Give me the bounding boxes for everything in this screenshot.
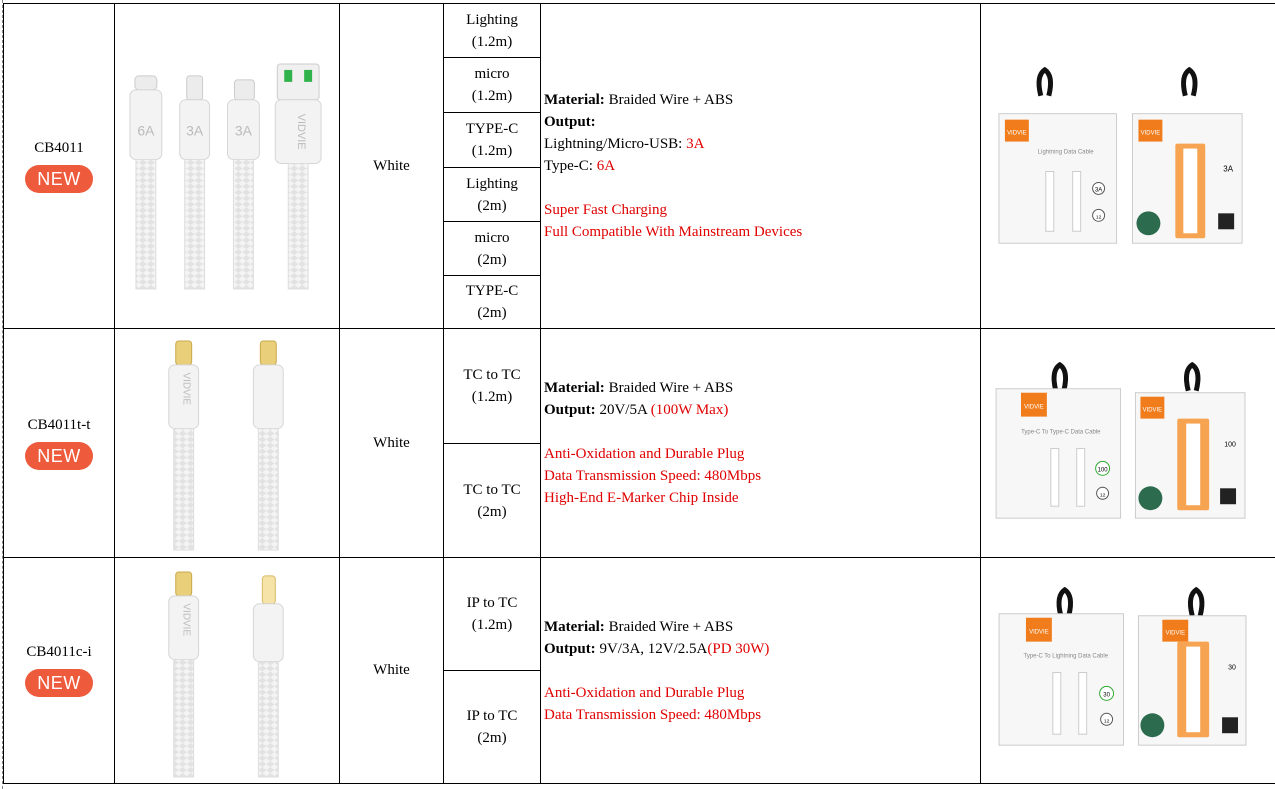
- package-image-cell: [981, 4, 1275, 329]
- model-code: CB4011t-t: [27, 416, 91, 433]
- features-cell: [541, 329, 981, 558]
- length-cell: IP to TC (2m): [444, 671, 541, 784]
- model-code: CB4011: [34, 139, 84, 156]
- package-brand-side: VIDVIE: [1140, 130, 1161, 137]
- table-row: [4, 329, 1275, 444]
- output-line: Output: 20V/5A (100W Max): [544, 402, 729, 418]
- cable-brand: VIDVIE: [180, 603, 192, 637]
- new-badge: NEW: [25, 669, 93, 697]
- package-image-cb4011t-t: [981, 329, 1275, 557]
- cable-image-cell: [115, 4, 340, 329]
- package-side-badge: 30: [1228, 664, 1236, 672]
- model-code: CB4011c-i: [26, 644, 92, 660]
- output-label: Output:: [544, 114, 596, 130]
- package-title: Type-C To Lightning Data Cable: [1023, 653, 1109, 660]
- length-cell: Lighting (1.2m): [444, 4, 541, 58]
- length-cell: IP to TC (1.2m): [444, 558, 541, 671]
- package-side-badge: 100: [1224, 441, 1236, 449]
- new-badge: NEW: [25, 442, 93, 470]
- highlight-line: High-End E-Marker Chip Inside: [544, 490, 739, 506]
- highlight-line: Super Fast Charging: [544, 202, 668, 218]
- cable-image-cb4011c-i: [115, 558, 339, 783]
- box-count: 12: [1095, 214, 1102, 221]
- package-image-cell: [981, 558, 1275, 784]
- cable-image-cb4011: [115, 4, 339, 328]
- length-cell: TYPE-C (2m): [444, 276, 541, 329]
- length-cell: micro (2m): [444, 222, 541, 276]
- box-count: 12: [1103, 719, 1110, 725]
- output-line: Type-C: 6A: [544, 158, 616, 174]
- cable-amp-label: 6A: [137, 122, 155, 139]
- table-row: [4, 558, 1275, 671]
- length-cell: TC to TC (1.2m): [444, 329, 541, 444]
- cable-image-cell: [115, 329, 340, 558]
- package-badge: 30: [1103, 692, 1110, 699]
- output-line: Output: 9V/3A, 12V/2.5A(PD 30W): [544, 640, 770, 657]
- length-cell: Lighting (2m): [444, 168, 541, 222]
- features-cell: [541, 4, 981, 329]
- package-brand-side: VIDVIE: [1165, 630, 1186, 637]
- package-title: Type-C To Type-C Data Cable: [1021, 429, 1101, 436]
- cable-image-cell: [115, 558, 340, 784]
- features-cell: [541, 558, 981, 784]
- length-cell: micro (1.2m): [444, 58, 541, 113]
- package-badge: 100: [1097, 467, 1108, 474]
- color-cell: White: [340, 329, 444, 558]
- length-cell: TC to TC (2m): [444, 444, 541, 558]
- package-brand-side: VIDVIE: [1142, 407, 1163, 414]
- new-badge: NEW: [25, 165, 93, 193]
- model-cell: [4, 4, 115, 329]
- package-image-cell: [981, 329, 1275, 558]
- table-row: [4, 4, 1275, 58]
- package-title: Lightning Data Cable: [1037, 149, 1094, 156]
- length-cell: TYPE-C (1.2m): [444, 113, 541, 168]
- cable-image-cb4011t-t: [115, 329, 339, 557]
- package-badge: 3A: [1094, 187, 1103, 194]
- cable-amp-label: 3A: [186, 122, 204, 139]
- output-line: Lightning/Micro-USB: 3A: [544, 136, 705, 152]
- cable-brand: VIDVIE: [180, 372, 192, 406]
- model-cell: [4, 558, 115, 784]
- package-image-cb4011c-i: [981, 558, 1275, 783]
- material-line: Material: Braided Wire + ABS: [544, 618, 734, 635]
- package-brand: VIDVIE: [1024, 404, 1044, 411]
- package-brand: VIDVIE: [1007, 130, 1027, 137]
- highlight-line: Data Transmission Speed: 480Mbps: [544, 706, 762, 723]
- material-line: Material: Braided Wire + ABS: [544, 380, 734, 396]
- cable-amp-label: 3A: [234, 122, 252, 139]
- box-count: 12: [1099, 493, 1106, 499]
- cable-brand: VIDVIE: [295, 113, 308, 150]
- model-cell: [4, 329, 115, 558]
- highlight-line: Full Compatible With Mainstream Devices: [544, 224, 803, 240]
- highlight-line: Anti-Oxidation and Durable Plug: [544, 446, 745, 462]
- material-line: Material: Braided Wire + ABS: [544, 92, 734, 108]
- highlight-line: Anti-Oxidation and Durable Plug: [544, 684, 745, 701]
- package-brand: VIDVIE: [1029, 629, 1049, 636]
- color-cell: White: [340, 4, 444, 329]
- package-side-badge: 3A: [1223, 164, 1234, 174]
- color-cell: White: [340, 558, 444, 784]
- product-table: [3, 3, 1275, 784]
- highlight-line: Data Transmission Speed: 480Mbps: [544, 468, 762, 484]
- package-image-cb4011: [981, 4, 1275, 328]
